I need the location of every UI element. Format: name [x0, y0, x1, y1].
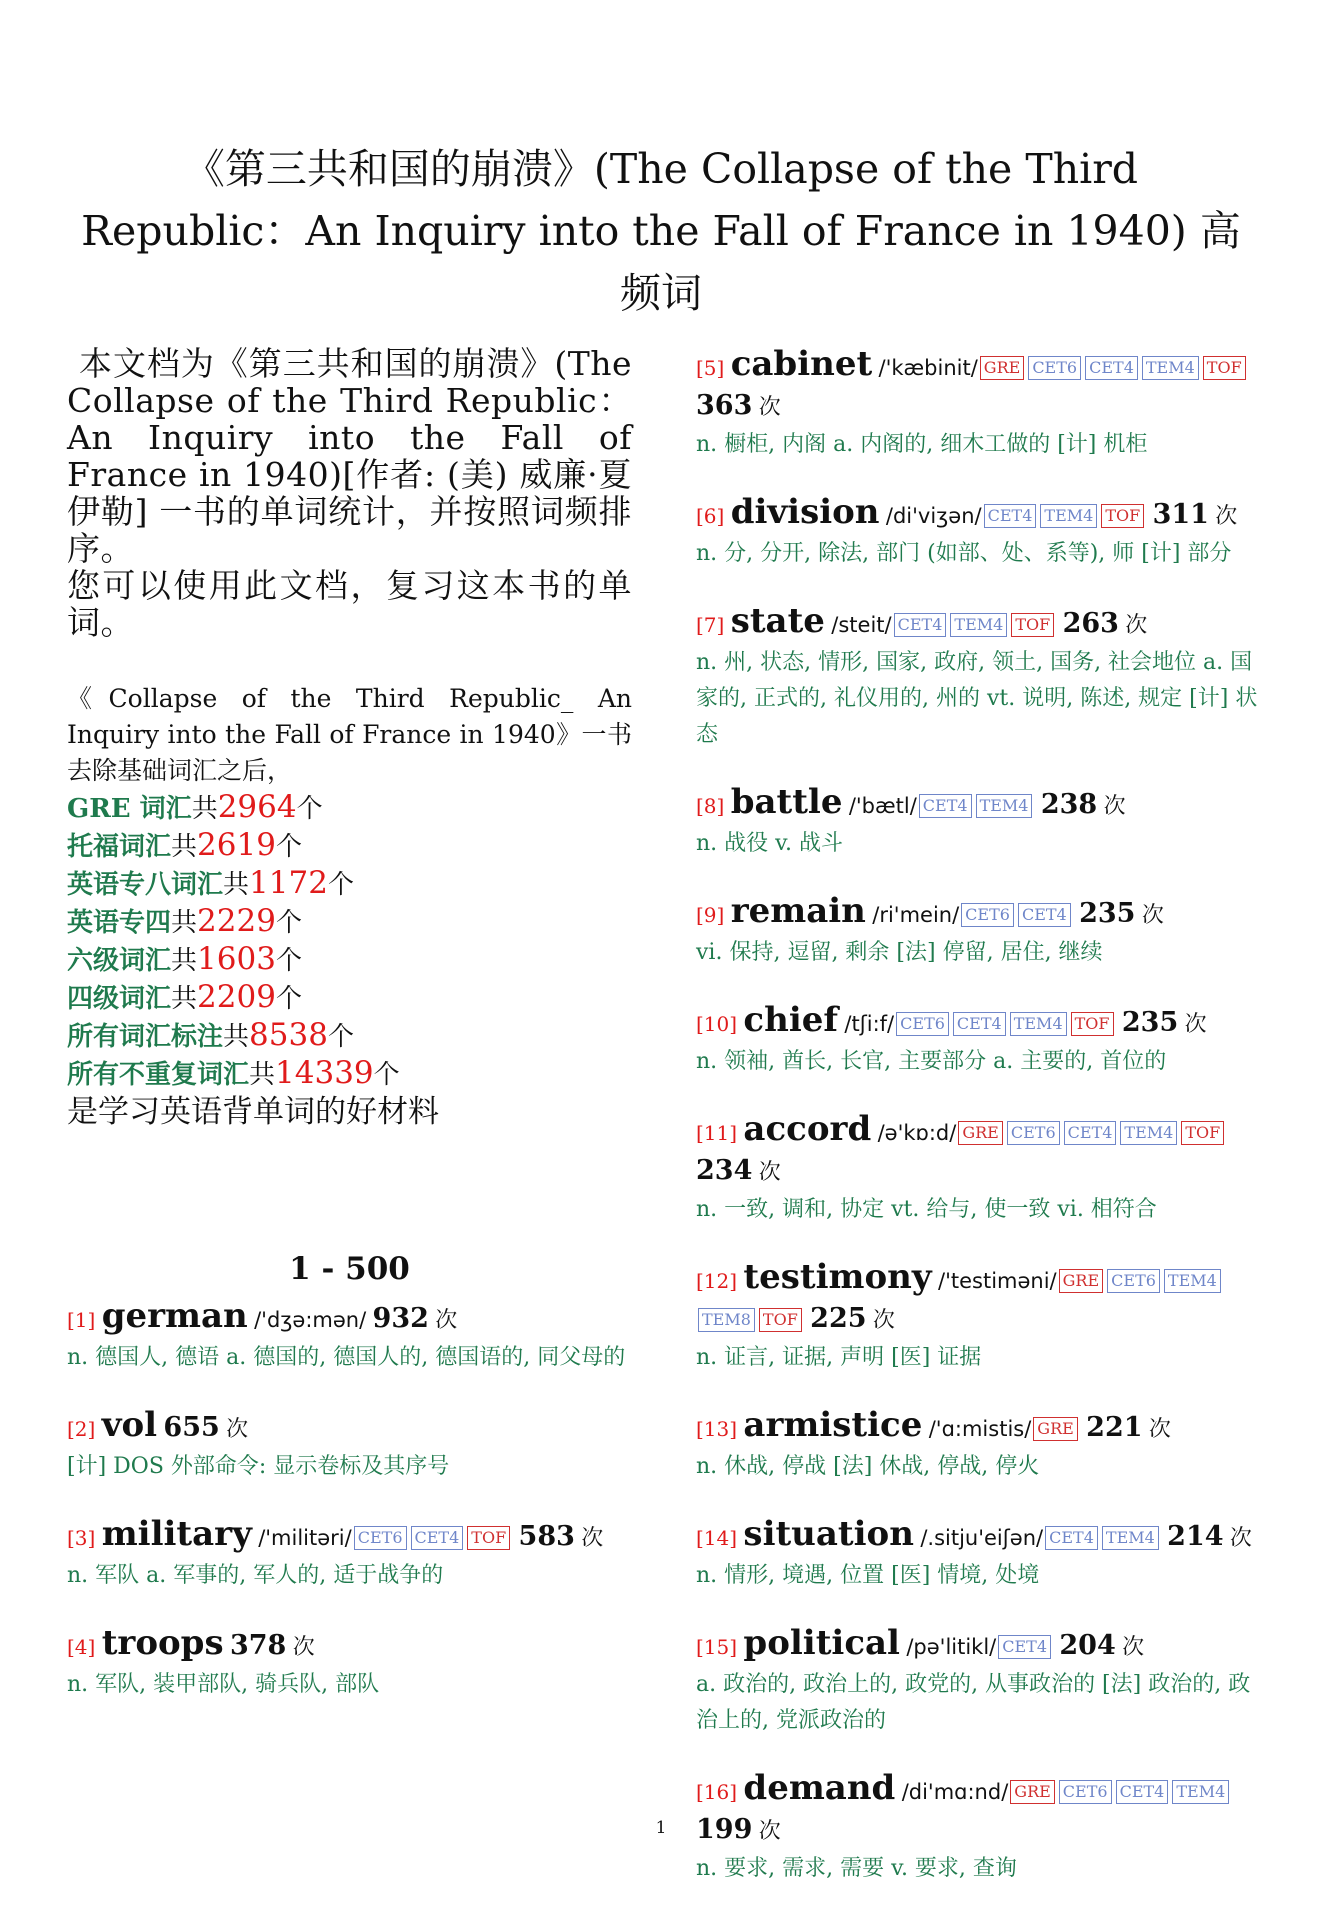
- entry-definition: n. 证言, 证据, 声明 [医] 证据: [696, 1345, 982, 1370]
- entry-phonetic: /ri'mein/: [872, 903, 960, 927]
- exam-tag-badge: CET4: [1045, 1526, 1098, 1550]
- entry-head: [696, 1406, 1261, 1449]
- page-number: 1: [655, 1818, 667, 1838]
- exam-tag-badge: CET6: [896, 1012, 949, 1036]
- exam-tag-badge: TOF: [1011, 613, 1054, 637]
- right-column: [696, 345, 1261, 1917]
- times-label: 次: [1141, 903, 1164, 928]
- entry-definition: n. 军队 a. 军事的, 军人的, 适于战争的: [67, 1563, 444, 1588]
- stat-suffix: 共: [171, 984, 198, 1014]
- stat-label: 英语专八词汇: [67, 870, 224, 900]
- entry-phonetic: /'militəri/: [258, 1526, 352, 1550]
- stat-row: [67, 903, 632, 941]
- times-label: 次: [226, 1417, 249, 1442]
- entry-count: 234: [696, 1155, 753, 1186]
- exam-tag-badge: CET4: [894, 613, 947, 637]
- exam-tag-badge: GRE: [980, 356, 1025, 380]
- word-entry: [696, 783, 1261, 862]
- entry-count: 363: [696, 390, 753, 421]
- summary-text: 《Collapse of the Third Republic_ An Inquiry into the Fall of France in 1940》一书去除基础词汇之后，: [67, 684, 632, 785]
- entry-head: [696, 1624, 1261, 1667]
- entry-word: demand: [743, 1768, 896, 1808]
- exam-tag-badge: CET4: [1018, 903, 1071, 927]
- stat-suffix: 共: [171, 946, 198, 976]
- entry-count: 378: [229, 1630, 287, 1661]
- stat-suffix: 共: [223, 1022, 250, 1052]
- exam-tag-badge: CET6: [1007, 1121, 1060, 1145]
- stat-value: 2964: [217, 789, 297, 825]
- entry-count: 199: [696, 1814, 753, 1845]
- entry-phonetic: /di'mɑ:nd/: [901, 1780, 1009, 1804]
- entry-phonetic: /'dʒə:mən/: [254, 1308, 367, 1332]
- entry-head: [696, 602, 1261, 645]
- entry-count: 235: [1121, 1007, 1179, 1038]
- entry-head: [696, 892, 1261, 935]
- stat-label: 所有词汇标注: [67, 1022, 224, 1052]
- exam-tag-badge: CET6: [1028, 356, 1081, 380]
- entry-phonetic: /.sitju'eiʃən/: [920, 1526, 1044, 1550]
- times-label: 次: [581, 1526, 604, 1551]
- times-label: 次: [1122, 1635, 1145, 1660]
- entry-head: [696, 1001, 1261, 1044]
- intro-paragraph-2: 您可以使用此文档，复习这本书的单词。: [67, 566, 632, 642]
- stat-label: 六级词汇: [67, 946, 172, 976]
- entry-count: 583: [518, 1521, 575, 1552]
- exam-tag-badge: TEM4: [950, 613, 1007, 637]
- exam-tag-badge: CET4: [1085, 356, 1138, 380]
- entry-rank: [9]: [696, 903, 725, 927]
- word-entry: [696, 892, 1261, 971]
- entry-count: 225: [810, 1303, 867, 1334]
- stat-row: [67, 1017, 632, 1055]
- entry-count: 204: [1059, 1630, 1116, 1661]
- word-entry: [696, 493, 1261, 572]
- entry-phonetic: /ə'kɒ:d/: [877, 1121, 957, 1145]
- entry-definition: n. 情形, 境遇, 位置 [医] 情境, 处境: [696, 1563, 1040, 1588]
- entry-word: state: [730, 601, 825, 641]
- exam-tag-badge: CET4: [919, 794, 972, 818]
- stat-value: 2209: [197, 979, 276, 1015]
- exam-tag-badge: TOF: [1101, 504, 1144, 528]
- entry-word: situation: [743, 1514, 914, 1554]
- exam-tag-badge: TEM4: [1164, 1269, 1221, 1293]
- entry-head: [696, 1515, 1261, 1558]
- times-label: 次: [758, 1160, 781, 1185]
- entry-definition: n. 要求, 需求, 需要 v. 要求, 查询: [696, 1856, 1017, 1881]
- stat-value: 8538: [249, 1017, 328, 1053]
- stat-unit: 个: [275, 832, 302, 862]
- times-label: 次: [292, 1635, 315, 1660]
- entry-count: 263: [1062, 608, 1119, 639]
- entry-rank: [3]: [67, 1526, 96, 1550]
- word-entry: [696, 602, 1261, 753]
- word-entry: [67, 1406, 632, 1485]
- word-entry: [696, 1406, 1261, 1485]
- entry-word: political: [743, 1623, 900, 1663]
- times-label: 次: [1148, 1417, 1171, 1442]
- entry-word: testimony: [743, 1257, 932, 1297]
- exam-tag-badge: TEM8: [698, 1308, 755, 1332]
- exam-tag-badge: TEM4: [976, 794, 1033, 818]
- word-entry: [67, 1515, 632, 1594]
- stat-suffix: 共: [223, 870, 250, 900]
- entry-head: [67, 1406, 632, 1449]
- stat-unit: 个: [275, 946, 302, 976]
- exam-tag-badge: GRE: [1033, 1417, 1078, 1441]
- word-entry: [67, 1624, 632, 1703]
- exam-tag-badge: CET4: [1064, 1121, 1117, 1145]
- stat-label: GRE 词汇: [67, 794, 192, 824]
- entry-phonetic: /di'viʒən/: [885, 504, 982, 528]
- entry-head: [696, 1769, 1261, 1851]
- stat-unit: 个: [327, 1022, 354, 1052]
- entry-head: [67, 1515, 632, 1558]
- entry-definition: n. 橱柜, 内阁 a. 内阁的, 细木工做的 [计] 机柜: [696, 432, 1148, 457]
- entry-rank: [1]: [67, 1308, 96, 1332]
- entry-definition: [计] DOS 外部命令: 显示卷标及其序号: [67, 1454, 450, 1479]
- exam-tag-badge: GRE: [1059, 1269, 1104, 1293]
- entry-definition: n. 德国人, 德语 a. 德国的, 德国人的, 德国语的, 同父母的: [67, 1345, 626, 1370]
- stat-suffix: 共: [171, 832, 198, 862]
- entry-head: [67, 1297, 632, 1340]
- exam-tag-badge: CET4: [998, 1635, 1051, 1659]
- entry-head: [696, 1258, 1261, 1340]
- range-heading: 1 - 500: [289, 1251, 410, 1287]
- entry-definition: n. 一致, 调和, 协定 vt. 给与, 使一致 vi. 相符合: [696, 1197, 1157, 1222]
- stat-suffix: 共: [191, 794, 218, 824]
- entry-rank: [14]: [696, 1526, 738, 1550]
- stat-row: [67, 865, 632, 903]
- exam-tag-badge: GRE: [958, 1121, 1003, 1145]
- exam-tag-badge: CET4: [984, 504, 1037, 528]
- exam-tag-badge: TEM4: [1102, 1526, 1159, 1550]
- stat-unit: 个: [327, 870, 354, 900]
- entry-phonetic: /'kæbinit/: [878, 356, 978, 380]
- word-entry: [696, 345, 1261, 463]
- exam-tag-badge: CET6: [961, 903, 1014, 927]
- entry-definition: n. 领袖, 酋长, 长官, 主要部分 a. 主要的, 首位的: [696, 1049, 1167, 1074]
- stat-unit: 个: [275, 984, 302, 1014]
- stat-value: 14339: [275, 1055, 374, 1091]
- stats-list: [67, 789, 632, 1093]
- entry-count: 311: [1152, 499, 1209, 530]
- word-entry: [696, 1258, 1261, 1376]
- entry-word: battle: [730, 782, 843, 822]
- entry-rank: [16]: [696, 1780, 738, 1804]
- times-label: 次: [435, 1308, 458, 1333]
- entry-word: vol: [101, 1405, 158, 1445]
- stat-row: [67, 827, 632, 865]
- intro-paragraph: 本文档为《第三共和国的崩溃》(The Collapse of the Third Republic：An Inquiry into the Fall of France in 1940)[作者: (美) 威廉·夏伊勒] 一书的单词统计，并按照词频排序。: [67, 344, 632, 568]
- stat-row: [67, 789, 632, 827]
- entry-definition: n. 战役 v. 战斗: [696, 831, 843, 856]
- exam-tag-badge: GRE: [1010, 1780, 1055, 1804]
- entry-phonetic: /'testiməni/: [938, 1269, 1057, 1293]
- entry-word: armistice: [743, 1405, 923, 1445]
- times-label: 次: [758, 395, 781, 420]
- times-label: 次: [872, 1308, 895, 1333]
- entry-definition: n. 军队, 装甲部队, 骑兵队, 部队: [67, 1672, 380, 1697]
- entry-rank: [12]: [696, 1269, 738, 1293]
- stat-suffix: 共: [249, 1060, 276, 1090]
- word-entry: [696, 1515, 1261, 1594]
- entry-rank: [2]: [67, 1417, 96, 1441]
- entry-rank: [10]: [696, 1012, 738, 1036]
- entry-word: accord: [743, 1109, 872, 1149]
- entry-rank: [13]: [696, 1417, 738, 1441]
- entry-count: 235: [1079, 898, 1136, 929]
- stat-value: 1603: [197, 941, 276, 977]
- exam-tag-badge: CET6: [1059, 1780, 1112, 1804]
- stat-value: 2619: [197, 827, 276, 863]
- word-entry: [696, 1624, 1261, 1739]
- entry-rank: [5]: [696, 356, 725, 380]
- entry-count: 221: [1086, 1412, 1143, 1443]
- entry-rank: [7]: [696, 613, 725, 637]
- stat-unit: 个: [296, 794, 323, 824]
- entry-definition: n. 分, 分开, 除法, 部门 (如部、处、系等), 师 [计] 部分: [696, 541, 1232, 566]
- entry-head: [696, 493, 1261, 536]
- entry-count: 932: [372, 1303, 429, 1334]
- stat-suffix: 共: [171, 908, 198, 938]
- intro: [67, 345, 632, 641]
- left-column: [67, 345, 632, 1733]
- stat-row: [67, 979, 632, 1017]
- stat-row: [67, 941, 632, 979]
- entry-phonetic: /'bætl/: [848, 794, 917, 818]
- exam-tag-badge: TOF: [1071, 1012, 1114, 1036]
- stat-label: 所有不重复词汇: [67, 1060, 250, 1090]
- stat-row: [67, 1055, 632, 1093]
- entry-phonetic: /steit/: [831, 613, 892, 637]
- word-entry: [696, 1001, 1261, 1080]
- exam-tag-badge: TOF: [1181, 1121, 1224, 1145]
- entry-head: [696, 345, 1261, 427]
- entry-word: chief: [743, 1000, 839, 1040]
- exam-tag-badge: CET4: [1116, 1780, 1169, 1804]
- entry-word: division: [730, 492, 880, 532]
- exam-tag-badge: CET6: [1107, 1269, 1160, 1293]
- exam-tag-badge: TEM4: [1040, 504, 1097, 528]
- stat-label: 四级词汇: [67, 984, 172, 1014]
- entries-left: [67, 1297, 632, 1703]
- entry-word: remain: [730, 891, 866, 931]
- entry-count: 238: [1040, 789, 1098, 820]
- stat-value: 1172: [249, 865, 328, 901]
- word-entry: [696, 1110, 1261, 1228]
- entry-rank: [15]: [696, 1635, 738, 1659]
- document-title: 《第三共和国的崩溃》(The Collapse of the Third Republic：An Inquiry into the Fall of France in 1940) 高频词: [81, 145, 1241, 317]
- entry-rank: [6]: [696, 504, 725, 528]
- entry-definition: n. 州, 状态, 情形, 国家, 政府, 领土, 国务, 社会地位 a. 国家的, 正式的, 礼仪用的, 州的 vt. 说明, 陈述, 规定 [计] 状态: [696, 650, 1258, 747]
- times-label: 次: [1215, 504, 1238, 529]
- entry-count: 655: [163, 1412, 220, 1443]
- entry-word: german: [101, 1296, 248, 1336]
- exam-tag-badge: TOF: [1203, 356, 1246, 380]
- exam-tag-badge: TEM4: [1120, 1121, 1177, 1145]
- closing-text: 是学习英语背单词的好材料: [67, 1094, 439, 1130]
- stat-unit: 个: [373, 1060, 400, 1090]
- times-label: 次: [758, 1819, 781, 1844]
- exam-tag-badge: CET4: [411, 1526, 464, 1550]
- stat-value: 2229: [197, 903, 276, 939]
- times-label: 次: [1229, 1526, 1252, 1551]
- entry-definition: vi. 保持, 逗留, 剩余 [法] 停留, 居住, 继续: [696, 940, 1103, 965]
- stat-unit: 个: [275, 908, 302, 938]
- entry-word: military: [101, 1514, 252, 1554]
- entry-rank: [8]: [696, 794, 725, 818]
- exam-tag-badge: TOF: [759, 1308, 802, 1332]
- times-label: 次: [1103, 794, 1126, 819]
- stat-label: 托福词汇: [67, 832, 172, 862]
- exam-tag-badge: TEM4: [1172, 1780, 1229, 1804]
- entry-phonetic: /'ɑ:mistis/: [928, 1417, 1032, 1441]
- times-label: 次: [1184, 1012, 1207, 1037]
- exam-tag-badge: TOF: [467, 1526, 510, 1550]
- entry-head: [696, 783, 1261, 826]
- exam-tag-badge: TEM4: [1142, 356, 1199, 380]
- times-label: 次: [1125, 613, 1148, 638]
- exam-tag-badge: CET4: [953, 1012, 1006, 1036]
- entry-head: [67, 1624, 632, 1667]
- entry-definition: n. 休战, 停战 [法] 休战, 停战, 停火: [696, 1454, 1040, 1479]
- entry-head: [696, 1110, 1261, 1192]
- word-entry: [67, 1297, 632, 1376]
- entry-count: 214: [1167, 1521, 1224, 1552]
- entry-rank: [11]: [696, 1121, 738, 1145]
- exam-tag-badge: CET6: [354, 1526, 407, 1550]
- entry-rank: [4]: [67, 1635, 96, 1659]
- stat-label: 英语专四: [67, 908, 172, 938]
- entry-phonetic: /tʃi:f/: [844, 1012, 895, 1036]
- exam-tag-badge: TEM4: [1010, 1012, 1067, 1036]
- entry-word: cabinet: [730, 344, 873, 384]
- entry-phonetic: /pə'litikl/: [906, 1635, 997, 1659]
- entry-definition: a. 政治的, 政治上的, 政党的, 从事政治的 [法] 政治的, 政治上的, 党派政治的: [696, 1672, 1251, 1733]
- entry-word: troops: [101, 1623, 224, 1663]
- entries-right: [696, 345, 1261, 1887]
